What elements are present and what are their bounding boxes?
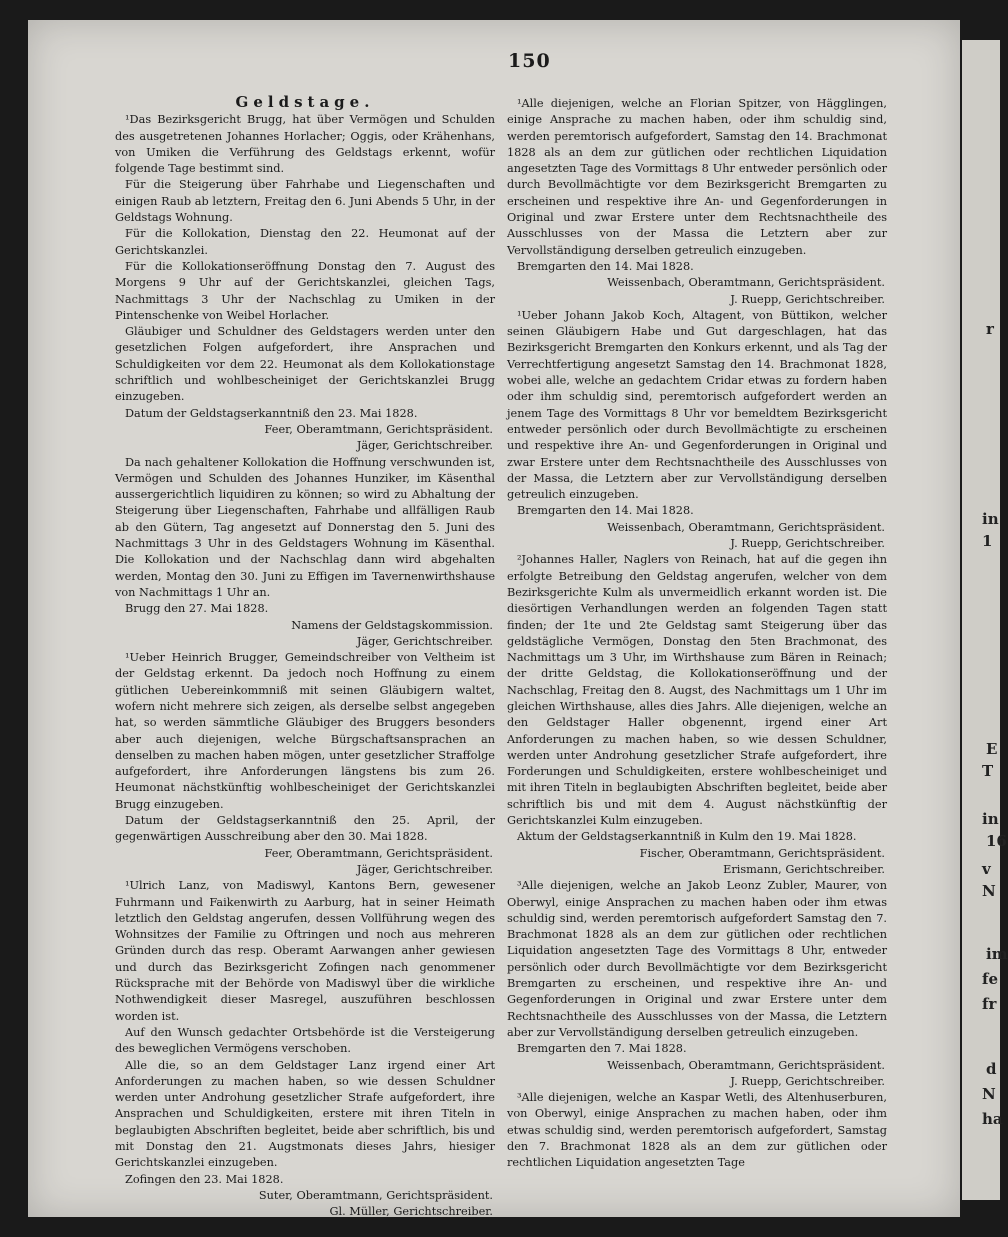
signature-line: Feer, Oberamtmann, Gerichtspräsident.: [264, 422, 493, 436]
next-page-fragment: r: [986, 320, 994, 338]
next-page-fragment: fe: [982, 970, 998, 988]
notice-paragraph: Bremgarten den 7. Mai 1828.: [517, 1042, 687, 1056]
right-column: [507, 96, 887, 1172]
signature-line: Weissenbach, Oberamtmann, Gerichtspräsident.: [607, 276, 885, 290]
notice-paragraph: ³Alle diejenigen, welche an Jakob Leonz Zubler, Maurer, von Oberwyl, einige Ansprachen zu machen haben oder ihm etwas schuldig sind, werden peremtorisch aufgefordert Samstag den 7. Brachmonat 1828 als an dem zur gütlichen oder rechtlichen Liquidation angesetzten Tage des Vormittags 8 Uhr, entweder persönlich oder durch Bevollmächtigte vor dem Bezirksgericht Bremgarten zu erscheinen, und respektive ihre An- und Gegenforderungen in Original und zwar Erstere unter dem Rechtsnachtheile des Ausschlusses von der Massa, die Letztern aber zur Vervollständigung derselben getreulich einzugeben.: [507, 879, 887, 1039]
left-column: [115, 94, 495, 1220]
next-page-fragment: ha: [982, 1110, 1003, 1128]
signature-line: Jäger, Gerichtschreiber.: [356, 634, 493, 648]
notice-paragraph: Für die Steigerung über Fahrhabe und Liegenschaften und einigen Raub ab letztern, Freitag den 6. Juni Abends 5 Uhr, in der Geldstags Wohnung.: [115, 178, 495, 225]
section-heading: Geldstage.: [235, 93, 375, 111]
notice-paragraph: Zofingen den 23. Mai 1828.: [125, 1172, 284, 1186]
next-page-fragment: fr: [982, 995, 997, 1013]
signature-line: Jäger, Gerichtschreiber.: [356, 862, 493, 876]
signature-line: Weissenbach, Oberamtmann, Gerichtspräsident.: [607, 520, 885, 534]
notice-paragraph: ¹Alle diejenigen, welche an Florian Spitzer, von Hägglingen, einige Ansprache zu machen haben, oder ihm schuldig sind, werden peremtorisch aufgefordert, Samstag den 14. Brachmonat 1828 als an dem zur gütlichen oder rechtlichen Liquidation angesetzten Tage des Vormittags 8 Uhr entweder persönlich oder durch Bevollmächtigte vor dem Bezirksgericht Bremgarten zu erscheinen und respektive ihre An- und Gegenforderungen in Original und zwar Erstere unter dem Rechtsnachtheile des Ausschlusses von der Massa die Letztern aber zur Vervollständigung derselben getreulich einzugeben.: [507, 97, 887, 257]
notice-paragraph: ¹Ueber Johann Jakob Koch, Altagent, von Büttikon, welcher seinen Gläubigern Habe und Gut dargeschlagen, hat das Bezirksgericht Bremgarten den Konkurs erkennt, und als Tag der Verrechtfertigung angesetzt Samstag den 14. Brachmonat 1828, wobei alle, welche an gedachtem Cridar etwas zu fordern haben oder ihm schuldig sind, peremtorisch aufgefordert werden an jenem Tage des Vormittags 8 Uhr vor bemeldtem Bezirksgericht entweder persönlich oder durch Bevollmächtigte zu erscheinen und respektive ihre An- und Gegenforderungen in Original und zwar Erstere unter dem Rechtsnachtheile des Ausschlusses von der Massa, die Letztern aber zur Vervollständigung derselben getreulich einzugeben.: [507, 308, 887, 502]
next-page-fragment: 16: [986, 832, 1007, 850]
next-page-fragment: in: [982, 510, 999, 528]
signature-line: J. Ruepp, Gerichtschreiber.: [730, 1074, 885, 1088]
notice-paragraph: ¹Das Bezirksgericht Brugg, hat über Vermögen und Schulden des ausgetretenen Johannes Horlacher; Oggis, oder Krähenhans, von Umiken die Verführung des Geldstags erkennt, wofür folgende Tage bestimmt sind.: [115, 113, 495, 176]
signature-line: Jäger, Gerichtschreiber.: [356, 439, 493, 453]
notice-paragraph: Alle die, so an dem Geldstager Lanz irgend einer Art Anforderungen zu machen haben, so wie dessen Schuldner werden unter Androhung gesetzlicher Strafe aufgefordert, ihre Ansprachen und Schuldigkeiten, erstere mit ihren Titeln in beglaubigten Abschriften begleitet, beide aber schriftlich, bis und mit Donstag den 21. Augstmonats dieses Jahrs, hiesiger Gerichtskanzlei einzugeben.: [115, 1058, 495, 1170]
next-page-fragment: 1: [982, 532, 993, 550]
notice-paragraph: Datum der Geldstagserkanntniß den 25. April, der gegenwärtigen Ausschreibung aber den 30. Mai 1828.: [115, 814, 495, 844]
signature-line: Feer, Oberamtmann, Gerichtspräsident.: [264, 846, 493, 860]
notice-paragraph: Da nach gehaltener Kollokation die Hoffnung verschwunden ist, Vermögen und Schulden des Johannes Hunziker, im Käsenthal aussergerichtlich liquidiren zu können; so wird zu Abhaltung der Steigerung über Liegenschaften, Fahrhabe und allfälligen Raub ab den Gütern, Tag angesetzt auf Donnerstag den 5. Juni des Nachmittags 3 Uhr in des Geldstagers Wohnung im Käsenthal. Die Kollokation und der Nachschlag dann wird abgehalten werden, Montag den 30. Juni zu Effigen im Tavernenwirthshause von Nachmittags 1 Uhr an.: [115, 455, 495, 599]
notice-paragraph: ¹Ulrich Lanz, von Madiswyl, Kantons Bern, gewesener Fuhrmann und Faikenwirth zu Aarburg, hat in seiner Heimath letztlich den Geldstag angerufen, dessen Vollführung wegen des Wohnsitzes der Familie zu Oftringen und noch aus mehreren Gründen durch das resp. Oberamt Aarwangen anher gewiesen und durch das Bezirksgericht Zofingen nach genommener Rücksprache mit der Behörde von Madiswyl über die wirkliche Nothwendigkeit dieser Masregel, auszuführen beschlossen worden ist.: [115, 879, 495, 1023]
notice-paragraph: ¹Ueber Heinrich Brugger, Gemeindschreiber von Veltheim ist der Geldstag erkennt. Da jedoch noch Hoffnung zu einem gütlichen Uebereinkommniß mit seinen Gläubigern waltet, wofern nicht mehrere sich zeigen, als derselbe selbst angegeben hat, so werden sämmtliche Gläubiger des Bruggers besonders aber auch diejenigen, welche Bürgschaftsansprachen an denselben zu machen haben mögen, unter gesetzlicher Straffolge aufgefordert, ihre Anforderungen längstens bis zum 26. Heumonat nächstkünftig wohlbescheiniget der Gerichtskanzlei Brugg einzugeben.: [115, 651, 495, 811]
notice-paragraph: Für die Kollokationseröffnung Donstag den 7. August des Morgens 9 Uhr auf der Gerichtskanzlei, gleichen Tags, Nachmittags 3 Uhr der Nachschlag zu Umiken in der Pintenschenke von Weibel Horlacher.: [115, 259, 495, 322]
notice-paragraph: Auf den Wunsch gedachter Ortsbehörde ist die Versteigerung des beweglichen Vermögens verschoben.: [115, 1025, 495, 1056]
next-page-fragment: N: [982, 1085, 996, 1103]
next-page-fragment: v: [982, 860, 991, 878]
notice-paragraph: Brugg den 27. Mai 1828.: [125, 602, 269, 616]
signature-line: Suter, Oberamtmann, Gerichtspräsident.: [258, 1188, 493, 1202]
signature-line: J. Ruepp, Gerichtschreiber.: [730, 537, 885, 551]
notice-paragraph: Aktum der Geldstagserkanntniß in Kulm den 19. Mai 1828.: [517, 830, 857, 844]
signature-line: Fischer, Oberamtmann, Gerichtspräsident.: [639, 846, 885, 860]
next-page-fragment: im: [986, 945, 1008, 963]
next-page-fragment: E: [986, 740, 998, 758]
next-page-fragment: d: [986, 1060, 997, 1078]
next-page-fragment: T: [982, 762, 994, 780]
next-page-fragment: N: [982, 882, 996, 900]
page-number: 150: [508, 50, 551, 72]
signature-line: J. Ruepp, Gerichtschreiber.: [730, 292, 885, 306]
notice-paragraph: Datum der Geldstagserkanntniß den 23. Mai 1828.: [125, 406, 418, 420]
notice-paragraph: Für die Kollokation, Dienstag den 22. Heumonat auf der Gerichtskanzlei.: [115, 227, 495, 257]
next-page-fragment: in: [982, 810, 999, 828]
signature-line: Erismann, Gerichtschreiber.: [723, 862, 885, 876]
notice-paragraph: Gläubiger und Schuldner des Geldstagers werden unter den gesetzlichen Folgen aufgefordert, ihre Ansprachen und Schuldigkeiten vor dem 22. Heumonat als dem Kollokationstage schriftlich und wohlbescheiniget der Gerichtskanzlei Brugg einzugeben.: [115, 325, 495, 404]
adjacent-page-edge: [962, 40, 1008, 1200]
signature-line: Namens der Geldstagskommission.: [291, 618, 493, 632]
notice-paragraph: ³Alle diejenigen, welche an Kaspar Wetli, des Altenhuserburen, von Oberwyl, einige Ansprachen zu machen haben, oder ihm etwas schuldig sind, werden peremtorisch aufgefordert, Samstag den 7. Brachmonat 1828 als an dem zur gütlichen oder rechtlichen Liquidation angesetzten Tage: [507, 1091, 887, 1170]
signature-line: Weissenbach, Oberamtmann, Gerichtspräsident.: [607, 1058, 885, 1072]
notice-paragraph: ²Johannes Haller, Naglers von Reinach, hat auf die gegen ihn erfolgte Betreibung den Geldstag angerufen, welcher von dem Bezirksgerichte Kulm als unvermeidlich erkannt worden ist. Die diesörtigen Verhandlungen werden an folgenden Tagen statt finden; der 1te und 2te Geldstag samt Steigerung über das geldstägliche Vermögen, Donstag den 5ten Brachmonat, des Nachmittags um 3 Uhr, im Wirthshause zum Bären in Reinach; der dritte Geldstag, die Kollokationseröffnung und der Nachschlag, Freitag den 8. Augst, des Nachmittags um 1 Uhr im gleichen Wirthshause, alles dies Jahrs. Alle diejenigen, welche an den Geldstager Haller obgenennt, irgend einer Art Anforderungen zu machen haben, so wie dessen Schuldner, werden unter Androhung gesetzlicher Strafe aufgefordert, ihre Forderungen und Schuldigkeiten, erstere wohlbescheiniget und mit ihren Titeln in beglaubigten Abschriften begleitet, beide aber schriftlich bis und mit dem 4. August nächstkünftig der Gerichtskanzlei Kulm einzugeben.: [507, 553, 887, 828]
notice-paragraph: Bremgarten den 14. Mai 1828.: [517, 259, 694, 273]
signature-line: Gl. Müller, Gerichtschreiber.: [329, 1205, 493, 1219]
notice-paragraph: Bremgarten den 14. Mai 1828.: [517, 504, 694, 518]
